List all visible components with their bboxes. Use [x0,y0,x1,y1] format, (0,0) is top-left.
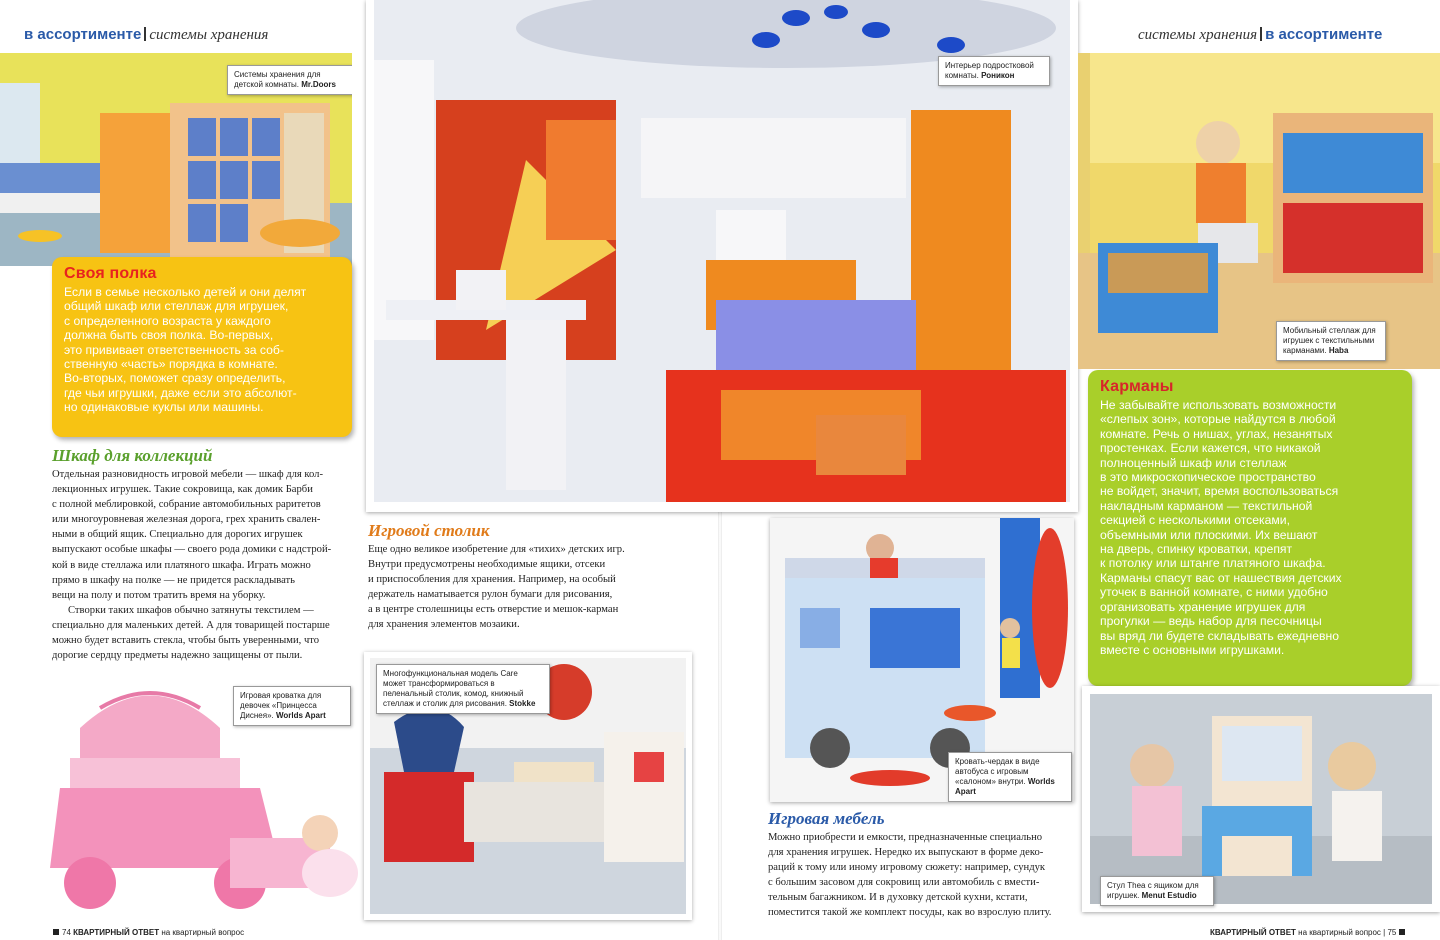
text-line: на дверь, спинку кроватки, крепят [1100,542,1293,557]
body-mebel [768,830,1068,921]
header-bold-text: в ассортименте [1265,26,1383,43]
text-line: Если в семье несколько детей и они делят [64,285,307,299]
photo-bus-loft-bed [770,518,1074,802]
text-line: Отдельная разновидность игровой мебели — шкаф для кол- [52,469,323,480]
text-line: можно будет вставить стекла, чтобы быть уверенными, что [52,635,320,647]
callout-body [64,285,340,415]
text-line: Во-вторых, поможет сразу определить, [64,371,286,386]
header-bold-text: в ассортименте [24,26,142,43]
text-line: вместе с основными игрушками. [1100,642,1285,657]
heading-stolik: Игровой столик [368,521,490,540]
text-line: поместится такой же комплект посуды, как во взрослую плиту. [768,907,1052,919]
footer-right: КВАРТИРНЫЙ ОТВЕТ на квартирный вопрос | 75 [1210,928,1408,937]
footer-left: 74 КВАРТИРНЫЙ ОТВЕТ на квартирный вопрос [50,928,244,937]
text-line: а в центре столешницы есть отверстие и мешок-карман [368,604,619,616]
header-italic-text: системы хранения [1138,27,1258,43]
text-line: к потолку или штанге платяного шкафа. [1100,556,1326,571]
callout-title: Карманы [1100,378,1174,395]
text-line: простенках. Если кажется, что никакой [1100,441,1321,456]
callout-body [1100,398,1400,657]
text-line: тельным багажником. И в духовку детской кухни, кстати, [768,892,1028,904]
photo-roninkon-room [366,0,1078,512]
text-line: для хранения игрушек. Нередко их выпускают в форме деко- [768,847,1044,859]
callout-svoya-polka [52,257,352,437]
text-line: полноценный шкаф или стеллаж [1100,455,1287,470]
caption-roninkon: Интерьер подростковой комнаты. Роникон [938,56,1050,86]
photo-haba-girl [1078,53,1440,369]
text-line: прямо в шкафу на полке — не придется раскладывать [52,574,295,586]
text-line: секцией с несколькими отсеками, [1100,513,1290,528]
caption-menut: Стул Thea с ящиком для игрушек. Menut Estudio [1100,876,1214,906]
heading-shkaf: Шкаф для коллекций [52,446,213,465]
text-line: объемными или плоскими. Их вешают [1100,527,1318,542]
header-italic-text: системы хранения [149,27,269,43]
text-line: где чьи игрушки, даже если это абсолют- [64,385,297,400]
caption-worlds-bus: Кровать-чердак в виде автобуса с игровым «салоном» внутри. Worlds Apart [948,752,1072,802]
caption-worlds-bed: Игровая кроватка для девочек «Принцесса Диснея». Worlds Apart [233,686,351,726]
text-line: или многоуровневая железная дорога, грех хранить свален- [52,514,321,526]
left-section-header [24,26,268,44]
text-line: в это микроскопическое пространство [1100,470,1316,485]
text-line: вещи на полу и потом тратить время на уборку. [52,589,266,601]
text-line: ственную «часть» порядка в комнате. [64,357,278,372]
text-line: Еще одно великое изобретение для «тихих» детских игр. [368,544,625,555]
text-line: Внутри предусмотрены необходимые ящики, отсеки [368,559,606,571]
text-line: раций к тому или иному игровому сюжету: например, сундук [768,862,1046,874]
text-line: комнате. Речь о нишах, углах, незанятых [1100,426,1333,441]
text-line: не войдет, значит, время воспользоваться [1100,484,1339,499]
text-line: дорогие сердцу предметы надежно защищены от пыли. [52,650,303,662]
text-line: прогулки — ведь набор для песочницы [1100,614,1322,629]
text-line: Карманы спасут вас от нашествия детских [1100,570,1342,585]
callout-title: Своя полка [64,265,157,282]
text-line: но одинаковые куклы или машины. [64,400,264,415]
caption-mrdoors: Системы хранения для детской комнаты. Mr.Doors [227,65,352,95]
photo-menut-chair [1082,686,1440,912]
text-line: кой в виде стеллажа или платяного шкафа. Играть можно [52,559,311,571]
text-line: выпускают особые шкафы — своего рода домики с надстрой- [52,544,332,556]
text-line: накладным карманом — текстильной [1100,498,1313,513]
text-line: должна быть своя полка. Во-первых, [64,328,274,343]
text-line: организовать хранение игрушек для [1100,599,1306,614]
text-line: ными в общий ящик. Специально для дорогих игрушек [52,529,303,541]
text-line: это прививает ответственность за соб- [64,342,284,357]
text-line: Не забывайте использовать возможности [1100,398,1337,412]
text-line: с определенного возраста у каждого [64,313,271,328]
text-line: и приспособления для хранения. Например, на особый [368,574,616,586]
heading-mebel: Игровая мебель [768,809,885,828]
caption-haba: Мобильный стеллаж для игрушек с текстильными карманами. Haba [1276,321,1386,361]
text-line: лекционных игрушек. Такие сокровища, как домик Барби [52,484,313,496]
text-line: Створки таких шкафов обычно затянуты текстилем — [68,604,314,616]
text-line: с большим засовом для сокровищ или автомобиль с вмести- [768,877,1040,889]
text-line: «слепых зон», которые найдутся в любой [1100,412,1336,427]
right-section-header [1138,26,1382,44]
text-line: с полной меблировкой, собрание автомобильных раритетов [52,499,321,511]
photo-stokke-kids [364,652,692,920]
callout-karmany [1088,370,1412,686]
text-line: специально для маленьких детей. А для товарищей постарше [52,619,330,631]
text-line: общий шкаф или стеллаж для игрушек, [64,299,289,314]
photo-princess-bed [40,668,360,926]
body-shkaf [52,467,344,663]
text-line: для хранения элементов мозаики. [368,619,520,631]
body-stolik [368,542,668,633]
text-line: уточек в ванной комнате, с ними удобно [1100,585,1328,600]
text-line: Можно приобрести и емкости, предназначенные специально [768,832,1043,843]
caption-stokke: Многофункциональная модель Care может трансформироваться в пеленальный столик, комод, книжный стеллаж и столик для рисования. Stokke [376,664,550,714]
photo-mrdoors-room [0,53,352,266]
text-line: вы вряд ли будете складывать ежедневно [1100,628,1340,643]
text-line: держатель наматывается рулон бумаги для рисования, [368,589,613,601]
